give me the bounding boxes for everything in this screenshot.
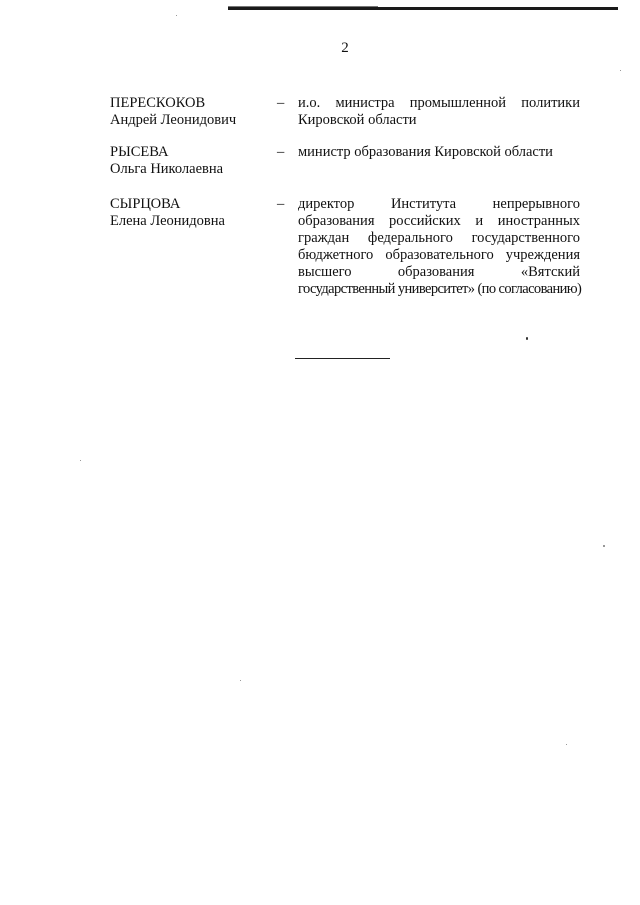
scan-speck: [603, 545, 605, 547]
closing-rule: [295, 358, 390, 359]
member-dash: –: [277, 196, 285, 212]
scan-speck: [526, 337, 528, 340]
position-line: граждан федерального государственного: [298, 230, 580, 246]
position-line: Кировской области: [298, 112, 417, 128]
member-surname: СЫРЦОВА: [110, 196, 181, 212]
scan-speck: [176, 15, 177, 16]
member-surname: РЫСЕВА: [110, 144, 169, 160]
scan-speck: [80, 460, 81, 461]
member-position: [298, 95, 580, 129]
position-line: высшего образования «Вятский: [298, 264, 580, 280]
position-line: и.о. министра промышленной политики: [298, 95, 580, 111]
page-number: 2: [341, 40, 349, 56]
position-line: директор Института непрерывного: [298, 196, 580, 212]
member-surname: ПЕРЕСКОКОВ: [110, 95, 206, 111]
member-dash: –: [277, 95, 285, 111]
header-rule: [228, 7, 618, 10]
member-given-names: Ольга Николаевна: [110, 161, 224, 177]
position-line: государственный университет» (по согласованию): [298, 281, 582, 297]
member-dash: –: [277, 144, 285, 160]
scan-speck: [566, 744, 567, 745]
position-line: образования российских и иностранных: [298, 213, 580, 229]
scan-speck: [620, 70, 621, 71]
member-given-names: Андрей Леонидович: [110, 112, 237, 128]
scan-speck: [240, 680, 241, 681]
member-given-names: Елена Леонидовна: [110, 213, 225, 229]
member-entry: [0, 196, 640, 316]
position-line: бюджетного образовательного учреждения: [298, 247, 580, 263]
position-line: министр образования Кировской области: [298, 144, 553, 160]
member-position: [298, 196, 580, 298]
member-position: [298, 144, 580, 161]
